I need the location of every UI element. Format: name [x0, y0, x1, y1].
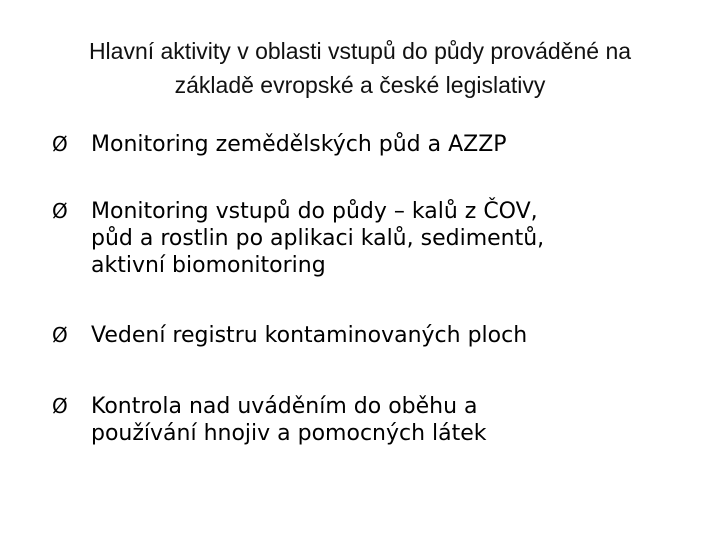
bullet-line: aktivní biomonitoring: [91, 253, 326, 278]
slide-title-line: Hlavní aktivity v oblasti vstupů do půdy prováděné na: [88, 38, 632, 64]
bullet-line: Kontrola nad uváděním do oběhu a: [91, 394, 478, 419]
arrow-bullet-icon: Ø: [52, 323, 68, 347]
arrow-bullet-icon: Ø: [52, 132, 68, 156]
arrow-bullet-icon: Ø: [52, 199, 68, 223]
bullet-text: [91, 198, 671, 279]
bullet-line: půd a rostlin po aplikaci kalů, sedimentů,: [91, 226, 545, 251]
arrow-bullet-icon: Ø: [52, 394, 68, 418]
bullet-line: Monitoring vstupů do půdy – kalů z ČOV,: [91, 199, 538, 224]
bullet-line: používání hnojiv a pomocných látek: [91, 421, 487, 446]
bullet-text: [91, 393, 671, 447]
bullet-line: Monitoring zemědělských půd a AZZP: [91, 132, 507, 157]
bullet-line: Vedení registru kontaminovaných ploch: [91, 323, 528, 348]
slide-title-line: základě evropské a české legislativy: [174, 72, 546, 98]
bullet-text: [91, 322, 671, 349]
bullet-text: [91, 131, 671, 158]
